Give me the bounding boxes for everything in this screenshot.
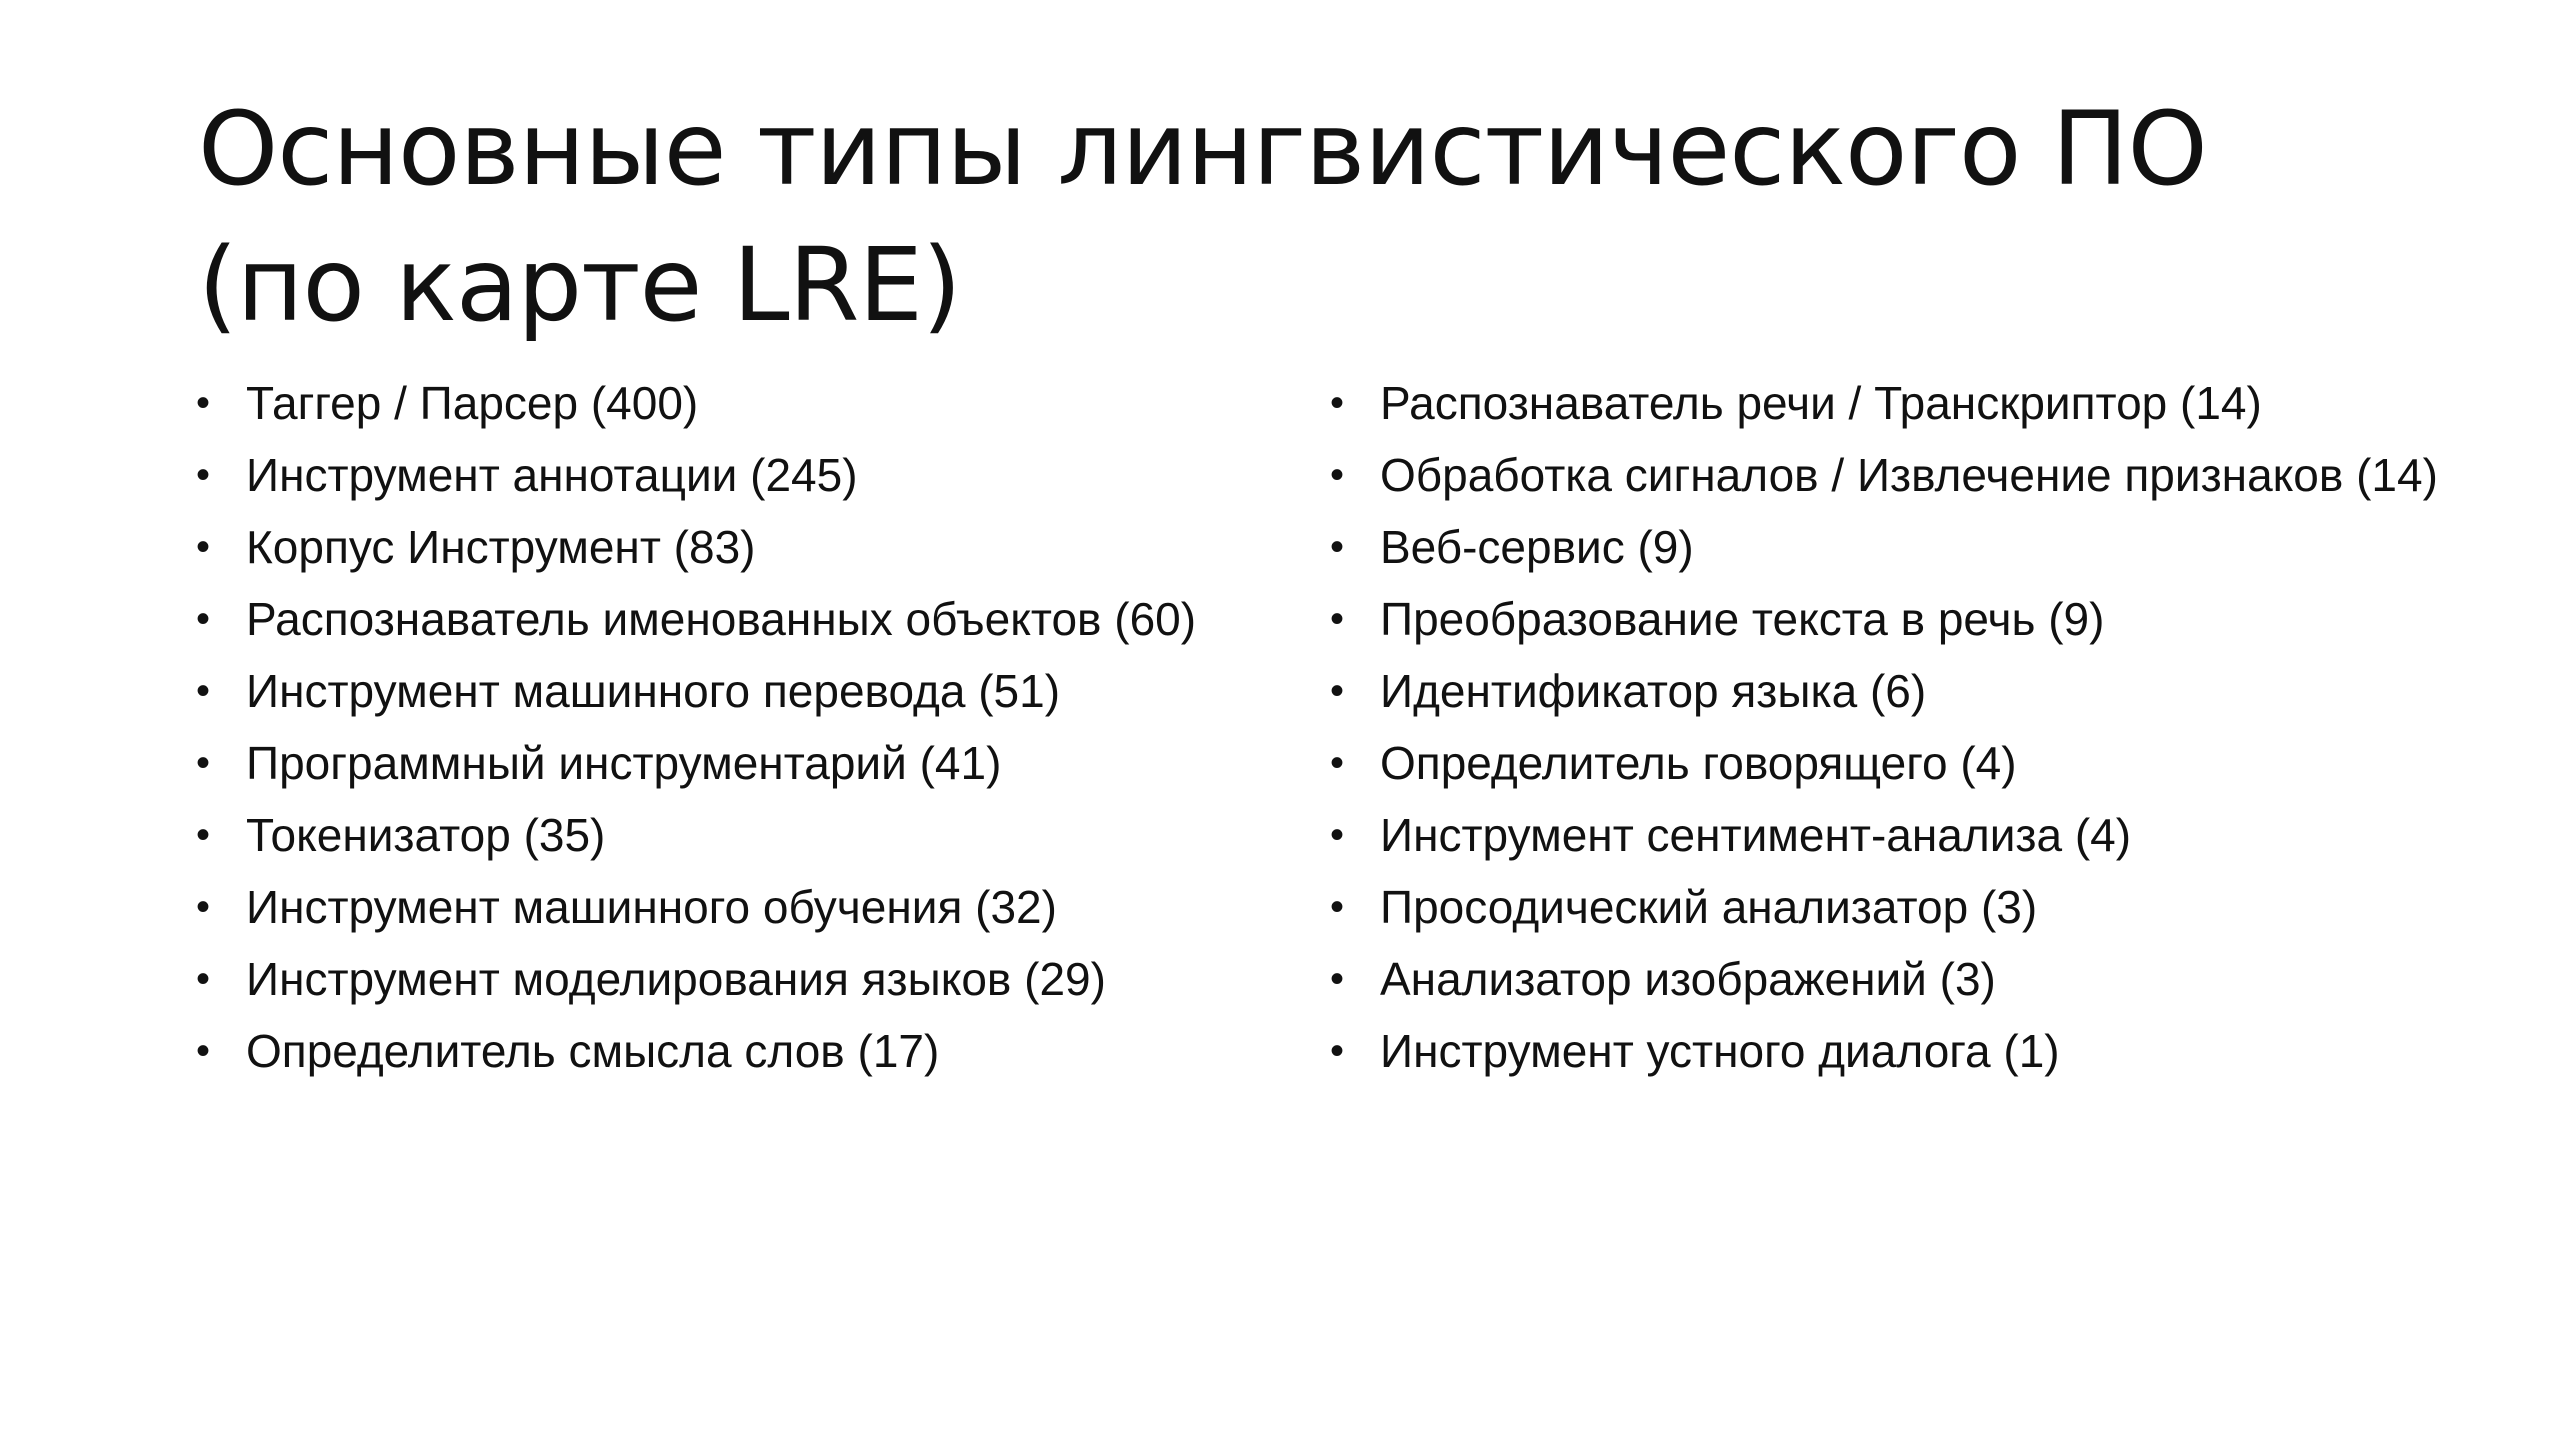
list-item-text: Преобразование текста в речь (9) bbox=[1380, 593, 2105, 645]
bullet-icon: • bbox=[1330, 741, 1345, 785]
list-item bbox=[196, 737, 1206, 789]
list-item-text: Обработка сигналов / Извлечение признаков (14) bbox=[1380, 449, 2438, 501]
list-item bbox=[196, 809, 1206, 861]
list-item-text: Веб-сервис (9) bbox=[1380, 521, 1694, 573]
list-item-text: Определитель смысла слов (17) bbox=[246, 1025, 940, 1077]
bullet-icon: • bbox=[196, 957, 211, 1001]
bullet-icon: • bbox=[1330, 453, 1345, 497]
list-item-text: Инструмент устного диалога (1) bbox=[1380, 1025, 2060, 1077]
bullet-list-left bbox=[196, 377, 1206, 1100]
list-item bbox=[1330, 881, 2450, 933]
list-item bbox=[196, 449, 1206, 501]
list-item bbox=[196, 377, 1206, 429]
list-item-text: Распознаватель речи / Транскриптор (14) bbox=[1380, 377, 2262, 429]
list-item bbox=[196, 953, 1206, 1005]
list-item bbox=[1330, 377, 2450, 429]
list-item-text: Инструмент машинного перевода (51) bbox=[246, 665, 1061, 717]
bullet-icon: • bbox=[196, 525, 211, 569]
list-item-text: Просодический анализатор (3) bbox=[1380, 881, 2038, 933]
bullet-icon: • bbox=[196, 669, 211, 713]
list-item-text: Инструмент машинного обучения (32) bbox=[246, 881, 1057, 933]
list-item bbox=[196, 593, 1206, 645]
list-item-text: Программный инструментарий (41) bbox=[246, 737, 1002, 789]
bullet-icon: • bbox=[1330, 669, 1345, 713]
bullet-icon: • bbox=[196, 813, 211, 857]
list-item-text: Инструмент сентимент-анализа (4) bbox=[1380, 809, 2132, 861]
list-item bbox=[196, 521, 1206, 573]
list-item bbox=[196, 881, 1206, 933]
bullet-icon: • bbox=[1330, 813, 1345, 857]
list-item-text: Распознаватель именованных объектов (60) bbox=[246, 593, 1197, 645]
bullet-icon: • bbox=[1330, 381, 1345, 425]
bullet-icon: • bbox=[1330, 957, 1345, 1001]
list-item bbox=[1330, 1025, 2450, 1077]
bullet-icon: • bbox=[196, 741, 211, 785]
list-item bbox=[1330, 593, 2450, 645]
bullet-icon: • bbox=[1330, 525, 1345, 569]
bullet-icon: • bbox=[1330, 597, 1345, 641]
bullet-icon: • bbox=[1330, 1029, 1345, 1073]
bullet-icon: • bbox=[196, 381, 211, 425]
list-item-text: Определитель говорящего (4) bbox=[1380, 737, 2017, 789]
bullet-icon: • bbox=[196, 885, 211, 929]
list-item-text: Таггер / Парсер (400) bbox=[246, 377, 699, 429]
list-item bbox=[196, 1025, 1206, 1077]
list-item bbox=[1330, 737, 2450, 789]
list-item-text: Инструмент аннотации (245) bbox=[246, 449, 858, 501]
list-item-text: Корпус Инструмент (83) bbox=[246, 521, 756, 573]
list-item bbox=[1330, 449, 2450, 501]
bullet-icon: • bbox=[196, 1029, 211, 1073]
list-item bbox=[1330, 953, 2450, 1005]
bullet-icon: • bbox=[196, 453, 211, 497]
list-item bbox=[196, 665, 1206, 717]
list-item-text: Идентификатор языка (6) bbox=[1380, 665, 1927, 717]
list-item bbox=[1330, 665, 2450, 717]
bullet-icon: • bbox=[1330, 885, 1345, 929]
slide-title: Основные типы лингвистического ПО (по карте LRE) bbox=[198, 90, 2207, 345]
list-item-text: Токенизатор (35) bbox=[246, 809, 606, 861]
list-item-text: Анализатор изображений (3) bbox=[1380, 953, 1996, 1005]
bullet-icon: • bbox=[196, 597, 211, 641]
bullet-list-right bbox=[1330, 377, 2450, 1100]
list-item-text: Инструмент моделирования языков (29) bbox=[246, 953, 1106, 1005]
list-item bbox=[1330, 521, 2450, 573]
list-item bbox=[1330, 809, 2450, 861]
